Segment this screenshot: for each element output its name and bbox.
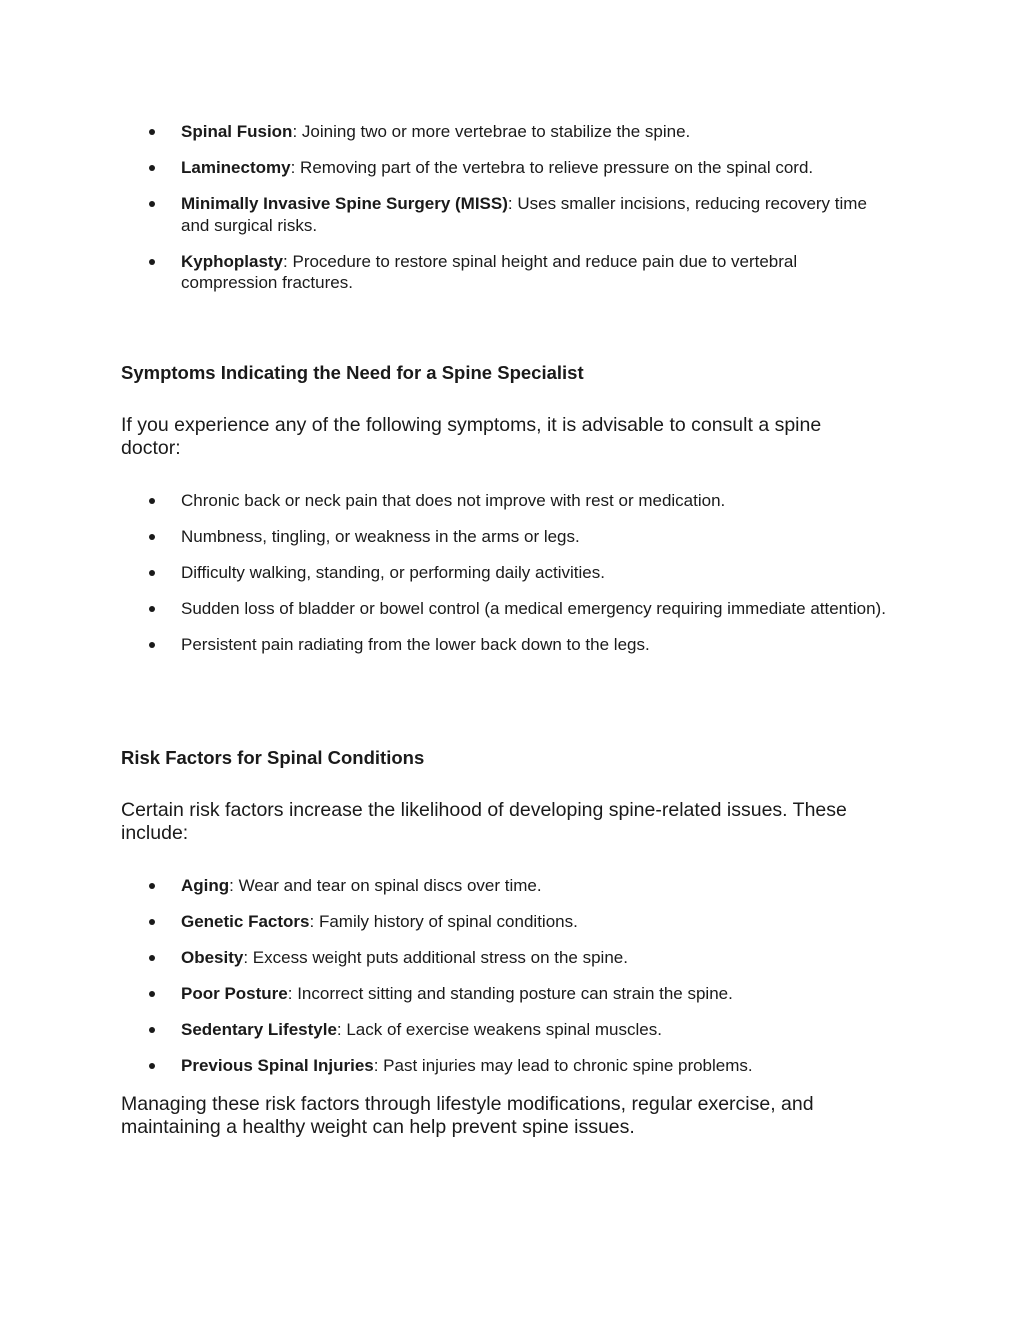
- bullet-icon: [149, 919, 155, 925]
- list-item-term: Laminectomy: [181, 158, 291, 177]
- list-item-term: Poor Posture: [181, 984, 288, 1003]
- list-item-text: Numbness, tingling, or weakness in the arms or legs.: [181, 527, 580, 546]
- bullet-icon: [149, 129, 155, 135]
- list-item: [121, 157, 891, 179]
- list-item: [121, 251, 891, 294]
- list-item-text: Persistent pain radiating from the lower back down to the legs.: [181, 635, 650, 654]
- list-item: [121, 598, 891, 620]
- symptoms-heading: Symptoms Indicating the Need for a Spine Specialist: [121, 362, 584, 383]
- list-item-term: Kyphoplasty: [181, 251, 284, 271]
- list-item-term: Spinal Fusion: [181, 122, 293, 141]
- list-item: [121, 634, 891, 656]
- bullet-icon: [149, 201, 155, 207]
- list-item: [121, 1019, 891, 1041]
- bullet-icon: [149, 570, 155, 576]
- list-item-text: : Family history of spinal conditions.: [309, 912, 578, 931]
- list-item: [121, 193, 891, 236]
- bullet-icon: [149, 991, 155, 997]
- risk-factors-list: [121, 875, 891, 1091]
- list-item-text: Difficulty walking, standing, or performing daily activities.: [181, 563, 605, 582]
- risk-factors-intro: Certain risk factors increase the likelihood of developing spine-related issues. These include:: [121, 799, 847, 844]
- list-item-term: Previous Spinal Injuries: [181, 1056, 374, 1075]
- bullet-icon: [149, 165, 155, 171]
- symptoms-list: [121, 490, 891, 670]
- list-item: [121, 562, 891, 584]
- list-item-text: : Procedure to restore spinal height and reduce pain due to vertebral compression fractures.: [181, 251, 798, 292]
- list-item-term: Aging: [181, 876, 230, 895]
- list-item-text: : Excess weight puts additional stress on the spine.: [243, 948, 628, 967]
- symptoms-intro: If you experience any of the following symptoms, it is advisable to consult a spine doctor:: [121, 414, 822, 459]
- list-item: [121, 911, 891, 933]
- bullet-icon: [149, 259, 155, 265]
- bullet-icon: [149, 606, 155, 612]
- list-item: [121, 1055, 891, 1077]
- list-item-text: Chronic back or neck pain that does not improve with rest or medication.: [181, 491, 726, 510]
- bullet-icon: [149, 1027, 155, 1033]
- list-item: [121, 490, 891, 512]
- list-item-text: : Incorrect sitting and standing posture can strain the spine.: [287, 984, 733, 1003]
- list-item-term: Sedentary Lifestyle: [181, 1020, 337, 1039]
- list-item-text: : Lack of exercise weakens spinal muscles.: [336, 1020, 662, 1039]
- list-item: [121, 875, 891, 897]
- list-item-text: : Joining two or more vertebrae to stabilize the spine.: [292, 122, 691, 141]
- list-item-text: Sudden loss of bladder or bowel control (a medical emergency requiring immediate attention).: [181, 599, 886, 618]
- bullet-icon: [149, 534, 155, 540]
- list-item-term: Genetic Factors: [181, 912, 310, 931]
- list-item: [121, 526, 891, 548]
- list-item-text: : Uses smaller incisions, reducing recovery time and surgical risks.: [181, 194, 867, 235]
- procedures-list: [121, 121, 891, 308]
- bullet-icon: [149, 642, 155, 648]
- list-item: [121, 947, 891, 969]
- list-item-text: : Removing part of the vertebra to relieve pressure on the spinal cord.: [290, 158, 814, 177]
- list-item-text: : Past injuries may lead to chronic spine problems.: [373, 1056, 753, 1075]
- list-item-term: Obesity: [181, 948, 244, 967]
- list-item: [121, 121, 891, 143]
- risk-factors-heading: Risk Factors for Spinal Conditions: [121, 747, 425, 768]
- bullet-icon: [149, 498, 155, 504]
- list-item-term: Minimally Invasive Spine Surgery (MISS): [181, 194, 508, 213]
- list-item: [121, 983, 891, 1005]
- bullet-icon: [149, 1063, 155, 1069]
- list-item-text: : Wear and tear on spinal discs over time.: [229, 876, 542, 895]
- bullet-icon: [149, 883, 155, 889]
- bullet-icon: [149, 955, 155, 961]
- risk-factors-conclusion: Managing these risk factors through lifestyle modifications, regular exercise, and maintaining a healthy weight can help prevent spine issues.: [121, 1093, 814, 1138]
